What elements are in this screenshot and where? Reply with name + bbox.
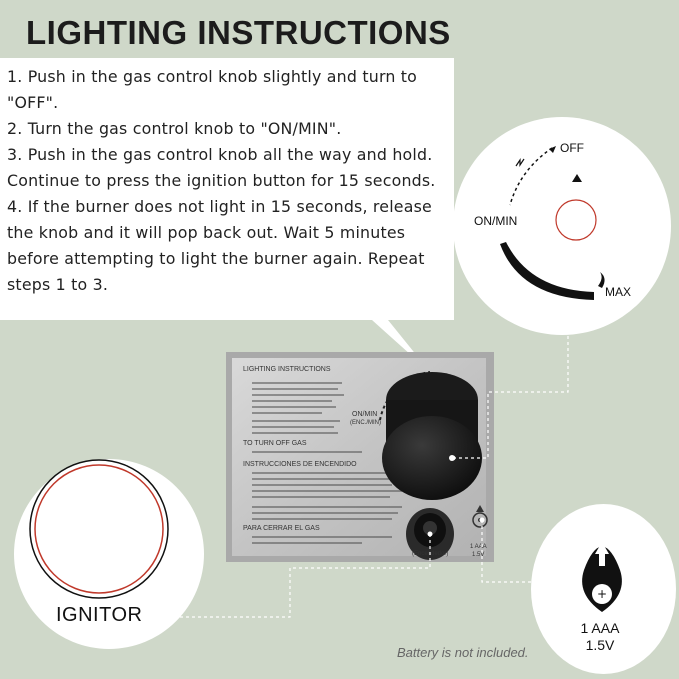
svg-text:+: +: [596, 587, 608, 601]
page-title: LIGHTING INSTRUCTIONS: [26, 14, 451, 51]
ignitor-label: IGNITOR: [56, 604, 143, 626]
step-3: 3. Push in the gas control knob all the way and hold. Continue to press the ignition button for 15 seconds.: [7, 145, 436, 190]
panel-encendedor: (Encendedor): [412, 551, 449, 557]
panel-turn-off: TO TURN OFF GAS: [243, 440, 307, 447]
battery-note: Battery is not included.: [397, 645, 529, 660]
panel-battery-1: 1 AAA: [470, 544, 487, 550]
battery-label-1: 1 AAA: [580, 620, 620, 636]
dial-off-label: OFF: [560, 141, 584, 155]
panel-battery-2: 1.5V: [472, 552, 485, 558]
panel-on-min: ON/MIN: [352, 411, 378, 418]
dial-on-min-label: ON/MIN: [474, 214, 518, 228]
panel-instrucciones: INSTRUCCIONES DE ENCENDIDO: [243, 461, 357, 468]
battery-label-2: 1.5V: [585, 637, 615, 653]
panel-heading: LIGHTING INSTRUCTIONS: [243, 366, 331, 373]
panel-cerrar: PARA CERRAR EL GAS: [243, 525, 320, 532]
step-1: 1. Push in the gas control knob slightly and turn to "OFF".: [7, 67, 418, 112]
dial-max-label: MAX: [605, 285, 632, 299]
step-2: 2. Turn the gas control knob to "ON/MIN".: [7, 119, 342, 138]
step-4: 4. If the burner does not light in 15 seconds, release the knob and it will pop back out. Wait 5 minutes before attempting to light the burner again. Repeat steps 1 to 3.: [7, 197, 432, 294]
panel-enc: (ENC./MIN): [350, 420, 381, 426]
